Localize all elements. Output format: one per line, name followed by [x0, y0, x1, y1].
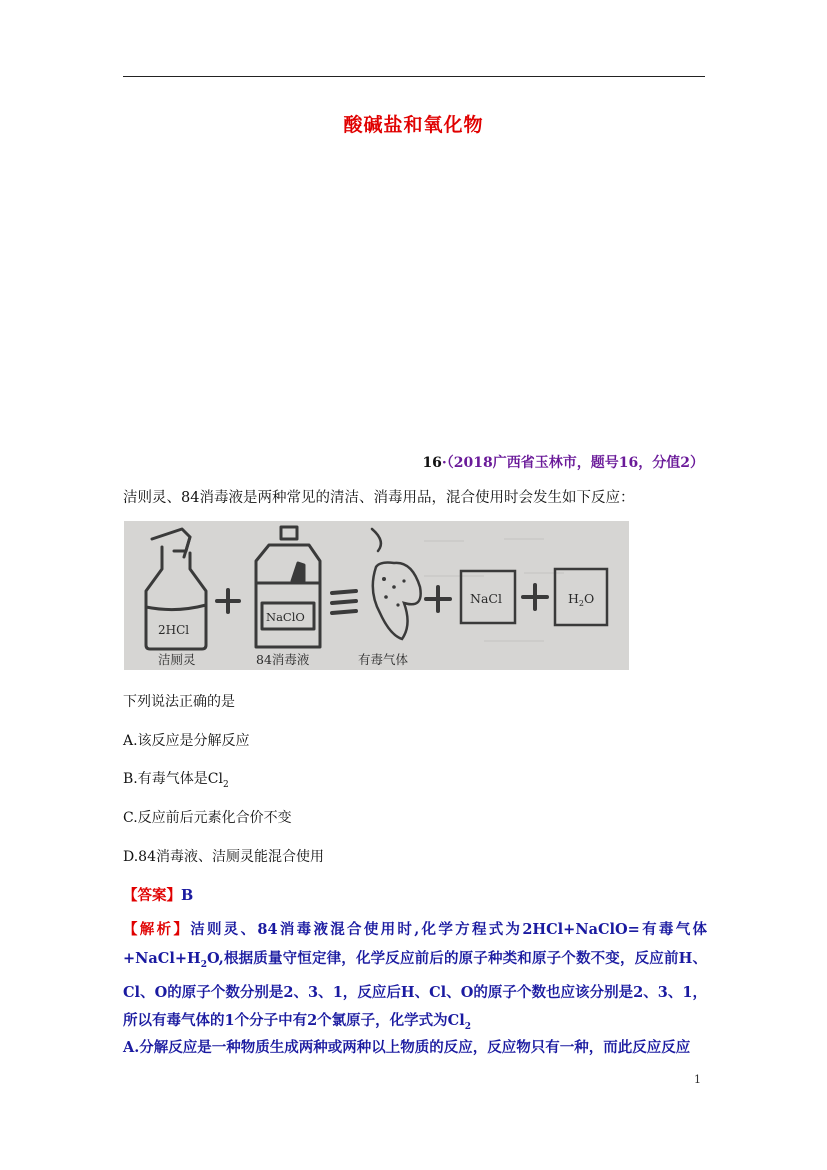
option-d: D.84消毒液、洁厕灵能混合使用	[123, 849, 324, 865]
gas-cloud-icon	[372, 529, 421, 639]
question-dot: ·	[441, 455, 447, 471]
reaction-figure	[124, 521, 629, 670]
bottle1-caption: 洁厕灵	[158, 652, 196, 667]
answer-value: B	[181, 887, 194, 904]
plus-sign	[426, 587, 450, 611]
box2-label: $H_2O$	[568, 591, 595, 608]
bottle2-caption: 84消毒液	[256, 652, 310, 667]
plus-sign	[217, 590, 239, 612]
page-number: 1	[694, 1073, 701, 1086]
question-prompt: 下列说法正确的是	[123, 694, 235, 710]
analysis-block	[123, 916, 707, 1056]
box1-label: NaCl	[470, 591, 502, 606]
plus-sign	[523, 585, 547, 609]
analysis-option-a: A.分解反应是一种物质生成两种或两种以上物质的反应，反应物只有一种，而此反应反应	[123, 1039, 691, 1056]
question-stem: 洁则灵、84消毒液是两种常见的清洁、消毒用品，混合使用时会发生如下反应：	[123, 490, 635, 506]
question-header	[422, 452, 704, 472]
analysis-sub-1: 2	[200, 959, 207, 970]
gas-caption: 有毒气体	[358, 652, 409, 667]
reaction-illustration	[124, 521, 629, 670]
option-c: C.反应前后元素化合价不变	[123, 810, 292, 826]
option-b-subscript: 2	[222, 779, 229, 790]
question-number: 16	[422, 455, 442, 471]
water-box	[555, 569, 607, 625]
option-b-text: B.有毒气体是Cl	[123, 771, 223, 787]
answer-line	[123, 884, 193, 905]
question-source: （2018广西省玉林市，题号16，分值2）	[446, 455, 704, 471]
option-a: A.该反应是分解反应	[123, 733, 250, 749]
gas-particles	[382, 577, 406, 607]
equals-sign	[332, 591, 356, 613]
page-title: 酸碱盐和氧化物	[343, 114, 484, 136]
jug-bottle-icon	[256, 527, 320, 647]
analysis-text-main: 洁则灵、84消毒液混合使用时,化学方程式为2HCl+NaClO=有毒气体+NaCl+H	[123, 921, 707, 967]
analysis-tag: 【解析】	[123, 921, 191, 938]
option-b	[123, 768, 229, 790]
analysis-text-cont: O,根据质量守恒定律，化学反应前后的原子种类和原子个数不变，反应前H、Cl、O的原子个数分别是2、3、1，反应后H、Cl、O的原子个数也应该分别是2、3、1，所以有毒气体的1个分子中有2个氯原子，化学式为Cl	[123, 949, 707, 1030]
bottle2-formula: NaClO	[266, 610, 305, 624]
bottle1-formula: 2HCl	[158, 623, 190, 637]
analysis-sub-2: 2	[464, 1022, 471, 1033]
analysis-paragraph	[123, 916, 707, 1042]
header-rule	[123, 76, 705, 77]
answer-tag: 【答案】	[123, 887, 181, 904]
